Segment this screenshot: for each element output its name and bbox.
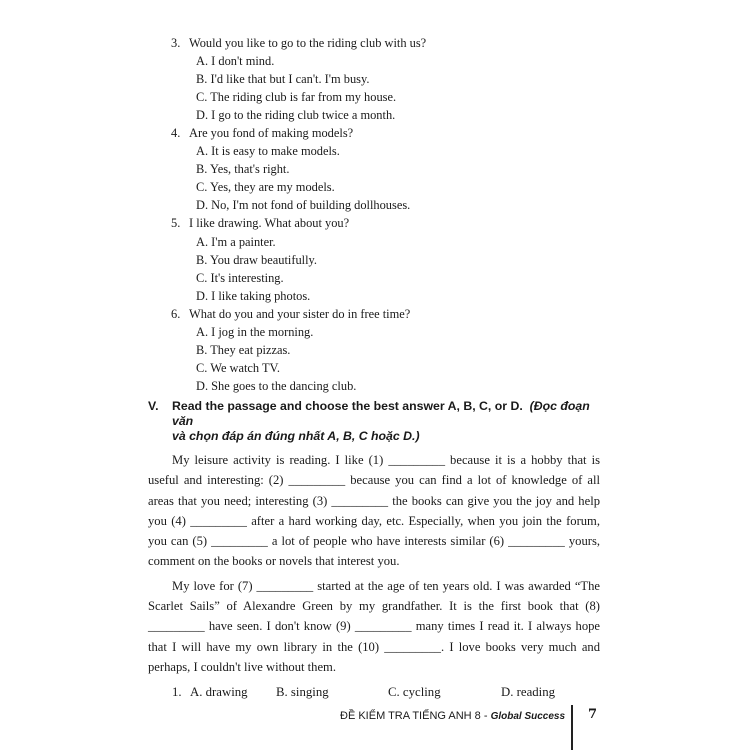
option: B. You draw beautifully.: [196, 252, 318, 267]
passage-paragraph-2: My love for (7) _________ started at the age of ten years old. I was awarded “The Scarlet Sails” of Alexandre Green by my grandfather. It is the first book that (8) _________ have seen. I don't know (9) _________ many times I read it. I always hope that I will have my own library in the (10) _________. I love books very much and perhaps, I couldn't live without them.: [148, 578, 600, 674]
option: A. I jog in the morning.: [196, 324, 314, 339]
answer-option-b: B. singing: [276, 685, 329, 700]
answer-number: 1.: [172, 685, 182, 700]
question-4: [171, 124, 600, 214]
answer-option-a: A. drawing: [190, 685, 248, 700]
option: C. The riding club is far from my house.: [196, 90, 397, 105]
option: C. Yes, they are my models.: [196, 180, 335, 195]
option: D. I go to the riding club twice a month.: [196, 108, 396, 123]
option: A. I don't mind.: [196, 54, 275, 69]
option: D. I like taking photos.: [196, 288, 311, 303]
question-stem: Would you like to go to the riding club with us?: [189, 36, 427, 50]
section-number: V.: [148, 398, 159, 413]
section-instruction-vi: (Đọc đoạn văn: [172, 398, 590, 428]
question-list: [148, 34, 600, 395]
option: A. I'm a painter.: [196, 234, 276, 249]
option: A. It is easy to make models.: [196, 144, 340, 159]
question-number: 6.: [171, 306, 181, 321]
question-number: 4.: [171, 126, 181, 141]
footer-series: Global Success: [490, 711, 566, 722]
question-stem: Are you fond of making models?: [189, 126, 354, 141]
page-content: [148, 34, 600, 703]
section-instruction: Read the passage and choose the best answer A, B, C, or D.: [172, 398, 523, 413]
footer-divider: [571, 705, 573, 750]
footer-title: [340, 710, 565, 722]
option: C. It's interesting.: [196, 270, 284, 285]
question-number: 3.: [171, 36, 181, 50]
question-stem: What do you and your sister do in free time?: [189, 306, 411, 321]
option: B. Yes, that's right.: [196, 162, 290, 177]
option: D. No, I'm not fond of building dollhouses.: [196, 198, 411, 213]
section-instruction-vi-cont: và chọn đáp án đúng nhất A, B, C hoặc D.): [172, 428, 420, 443]
question-6: [171, 305, 600, 395]
option: B. I'd like that but I can't. I'm busy.: [196, 72, 370, 87]
answer-option-c: C. cycling: [388, 685, 441, 700]
passage-paragraph-1: My leisure activity is reading. I like (1) _________ because it is a hobby that is useful and interesting: (2) _________ because you can find a lot of knowledge of all areas that you need; interesting (3) _________ the books can give you the joy and help you (4) _________ after a hard working day, etc. Especially, when you join the forum, you can (5) _________ a lot of people who have interests similar (6) _________ yours, comment on the books or novels that interest you.: [148, 452, 600, 569]
question-stem: I like drawing. What about you?: [189, 216, 350, 231]
section-heading: [148, 399, 600, 444]
question-3: [171, 34, 600, 124]
answer-option-d: D. reading: [501, 685, 556, 700]
question-5: [171, 214, 600, 304]
page-number: 7: [588, 707, 598, 722]
question-number: 5.: [171, 216, 181, 231]
answer-row-1: [172, 681, 600, 703]
option: C. We watch TV.: [196, 360, 281, 375]
option: D. She goes to the dancing club.: [196, 378, 357, 393]
footer-book-title: ĐỀ KIỂM TRA TIẾNG ANH 8 -: [340, 710, 491, 722]
option: B. They eat pizzas.: [196, 342, 291, 357]
